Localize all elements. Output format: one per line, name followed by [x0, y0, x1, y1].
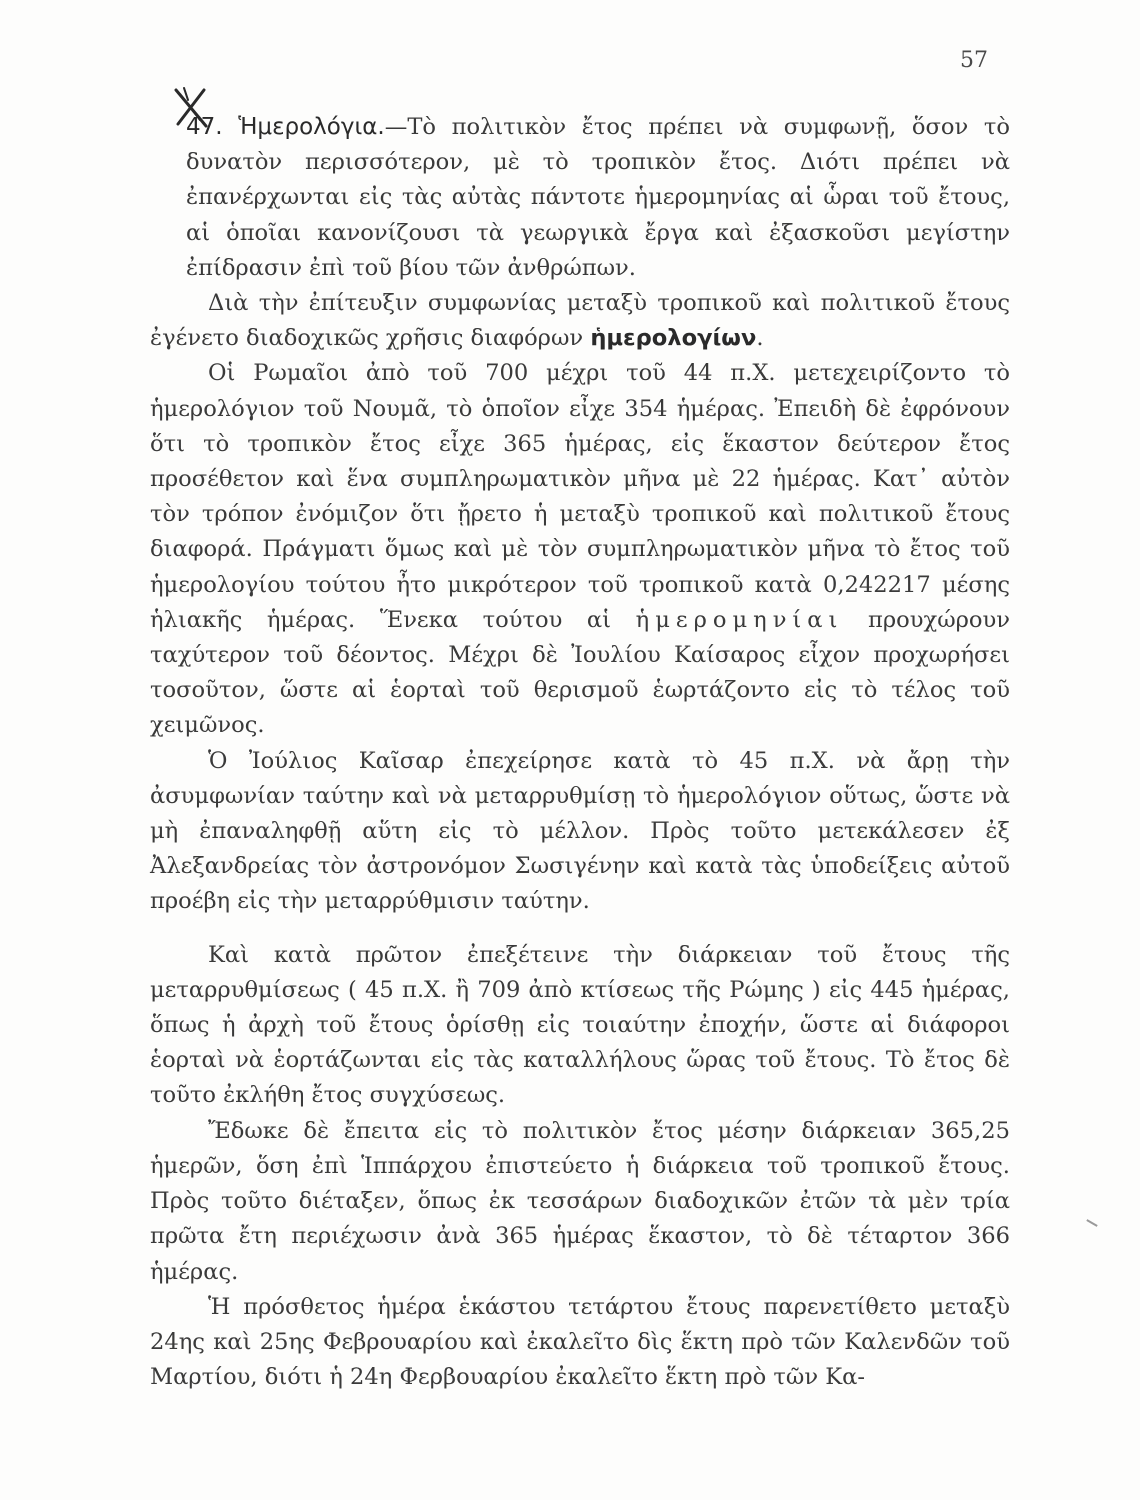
paragraph-section-47: [150, 110, 1010, 286]
section-title: Ἡμερολόγια.: [238, 114, 385, 140]
page-number: 57: [960, 48, 988, 73]
section-number: 47.: [186, 114, 223, 140]
paragraph-2: [150, 286, 1010, 356]
body-text: [150, 110, 1010, 1395]
paragraph-3-end: προυχώρουν ταχύτερον τοῦ δέοντος. Μέχρι δὲ Ἰουλίου Καίσαρος εἶχον προχωρήσει τοσοῦτον, ὥστε αἱ ἑορταὶ τοῦ θερισμοῦ ἑωρτάζοντο εἰς τὸ τέλος τοῦ χειμῶνος.: [150, 606, 1010, 739]
paragraph-2-end: .: [756, 325, 764, 352]
paragraph-7: Ἡ πρόσθετος ἡμέρα ἑκάστου τετάρτου ἔτους παρενετίθετο μεταξὺ 24ης καὶ 25ης Φεβρουαρίου καὶ ἐκαλεῖτο δὶς ἕκτη πρὸ τῶν Καλενδῶν τοῦ Μαρτίου, διότι ἡ 24η Φερβουαρίου ἐκαλεῖτο ἕκτη πρὸ τῶν Κα-: [150, 1293, 1010, 1391]
section-intro: —Τὸ πολιτικὸν ἔτος πρέπει νὰ συμφωνῇ, ὅσον τὸ δυνατὸν περισσότερον, μὲ τὸ τροπικὸν ἔτος. Διότι πρέπει νὰ ἐπανέρχωνται εἰς τὰς αὐτὰς πάντοτε ἡμερομηνίας αἱ ὧραι τοῦ ἔτους, αἱ ὁποῖαι κανονίζουσι τὰ γεωργικὰ ἔργα καὶ ἐξασκοῦσι μεγίστην ἐπίδρασιν ἐπὶ τοῦ βίου τῶν ἀνθρώπων.: [186, 114, 1010, 281]
paragraph-2-text: Διὰ τὴν ἐπίτευξιν συμφωνίας μεταξὺ τροπικοῦ καὶ πολιτικοῦ ἔτους ἐγένετο διαδοχικῶς χρῆσις διαφόρων: [150, 290, 1010, 352]
margin-dash: [1086, 1219, 1097, 1227]
paragraph-4: Ὁ Ἰούλιος Καῖσαρ ἐπεχείρησε κατὰ τὸ 45 π.Χ. νὰ ἄρῃ τὴν ἀσυμφωνίαν ταύτην καὶ νὰ μεταρρυθμίσῃ τὸ ἡμερολόγιον οὕτως, ὥστε νὰ μὴ ἐπαναληφθῇ αὕτη εἰς τὸ μέλλον. Πρὸς τοῦτο μετεκάλεσεν ἐξ Ἀλεξανδρείας τὸν ἀστρονόμον Σωσιγένην καὶ κατὰ τὰς ὑποδείξεις αὐτοῦ προέβη εἰς τὴν μεταρρύθμισιν ταύτην.: [150, 747, 1010, 915]
paragraph-3: [150, 356, 1010, 743]
paragraph-3-text: Οἱ Ρωμαῖοι ἀπὸ τοῦ 700 μέχρι τοῦ 44 π.Χ. μετεχειρίζοντο τὸ ἡμερολόγιον τοῦ Νουμᾶ, τὸ ὁποῖον εἶχε 354 ἡμέρας. Ἐπειδὴ δὲ ἐφρόνουν ὅτι τὸ τροπικὸν ἔτος εἶχε 365 ἡμέρας, εἰς ἕκαστον δεύτερον ἔτος προσέθετον καὶ ἕνα συμπληρωματικὸν μῆνα μὲ 22 ἡμέρας. Κατ᾽ αὐτὸν τὸν τρόπον ἐνόμιζον ὅτι ᾔρετο ἡ μεταξὺ τροπικοῦ καὶ πολιτικοῦ ἔτους διαφορά. Πράγματι ὅμως καὶ μὲ τὸν συμπληρωματικὸν μῆνα τὸ ἔτος τοῦ ἡμερολογίου τούτου ἦτο μικρότερον τοῦ τροπικοῦ κατὰ 0,242217 μέσης ἡλιακῆς ἡμέρας. Ἕνεκα τούτου αἱ: [150, 360, 1010, 633]
paragraph-gap: [150, 920, 1010, 938]
paragraph-6: Ἔδωκε δὲ ἔπειτα εἰς τὸ πολιτικὸν ἔτος μέσην διάρκειαν 365,25 ἡμερῶν, ὅση ἐπὶ Ἱππάρχου ἐπιστεύετο ἡ διάρκεια τοῦ τροπικοῦ ἔτους. Πρὸς τοῦτο διέταξεν, ὅπως ἐκ τεσσάρων διαδοχικῶν ἐτῶν τὰ μὲν τρία πρῶτα ἔτη περιέχωσιν ἀνὰ 365 ἡμέρας ἕκαστον, τὸ δὲ τέταρτον 366 ἡμέρας.: [150, 1117, 1010, 1285]
bold-term-calendars: ἡμερολογίων: [590, 325, 757, 352]
paragraph-5: Καὶ κατὰ πρῶτον ἐπεξέτεινε τὴν διάρκειαν τοῦ ἔτους τῆς μεταρρυθμίσεως ( 45 π.Χ. ἢ 709 ἀπὸ κτίσεως τῆς Ρώμης ) εἰς 445 ἡμέρας, ὅπως ἡ ἀρχὴ τοῦ ἔτους ὁρίσθῃ εἰς τοιαύτην ἐποχήν, ὥστε αἱ διάφοροι ἑορταὶ νὰ ἑορτάζωνται εἰς τὰς καταλλήλους ὥρας τοῦ ἔτους. Τὸ ἔτος δὲ τοῦτο ἐκλήθη ἔτος συγχύσεως.: [150, 941, 1010, 1109]
spaced-term-dates: ἡμερομηνίαι: [635, 606, 844, 633]
